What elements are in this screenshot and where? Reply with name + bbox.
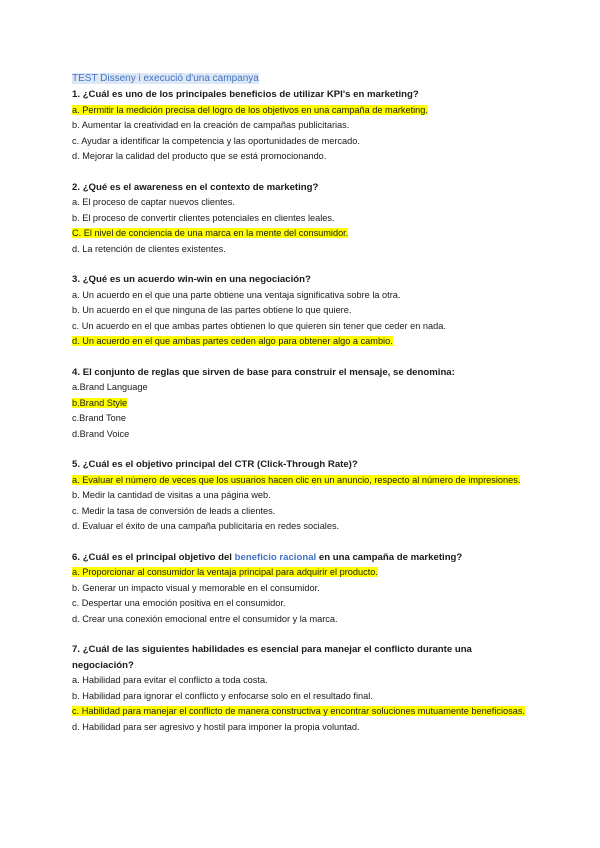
- option-3b: b. Un acuerdo en el que ninguna de las partes obtiene lo que quiere.: [72, 305, 352, 315]
- option-2c: C. El nivel de conciencia de una marca en la mente del consumidor.: [72, 228, 349, 238]
- option-1c: c. Ayudar a identificar la competencia y las oportunidades de mercado.: [72, 135, 360, 146]
- option-7c: c. Habilidad para manejar el conflicto de manera constructiva y encontrar soluciones mutuamente beneficiosas.: [72, 706, 525, 716]
- option-1b: b. Aumentar la creatividad en la creación de campañas publicitarias.: [72, 120, 350, 130]
- option-5a: a. Evaluar el número de veces que los usuarios hacen clic en un anuncio, respecto al número de impresiones.: [72, 474, 521, 485]
- question-1: 1. ¿Cuál es uno de los principales beneficios de utilizar KPI's en marketing?: [72, 89, 419, 100]
- question-block-7: [72, 642, 532, 735]
- question-5: 5. ¿Cuál es el objetivo principal del CTR (Click-Through Rate)?: [72, 459, 358, 470]
- document-page: [72, 72, 532, 750]
- option-2d: d. La retención de clientes existentes.: [72, 243, 226, 254]
- question-block-3: [72, 272, 532, 350]
- question-block-6: [72, 550, 532, 628]
- question-2: 2. ¿Qué es el awareness en el contexto de marketing?: [72, 181, 319, 193]
- question-block-5: [72, 457, 532, 535]
- option-4c: c.Brand Tone: [72, 413, 126, 423]
- option-6d: d. Crear una conexión emocional entre el consumidor y la marca.: [72, 613, 338, 624]
- option-5d: d. Evaluar el éxito de una campaña publicitaria en redes sociales.: [72, 521, 340, 531]
- option-6a: a. Proporcionar al consumidor la ventaja principal para adquirir el producto.: [72, 567, 378, 577]
- document-title: TEST Disseny i execució d'una campanya: [72, 73, 259, 84]
- option-1d: d. Mejorar la calidad del producto que se está promocionando.: [72, 151, 327, 161]
- option-2b: b. El proceso de convertir clientes potenciales en clientes leales.: [72, 212, 335, 223]
- question-6: 6. ¿Cuál es el principal objetivo del beneficio racional en una campaña de marketing?: [72, 551, 463, 563]
- option-1a: a. Permitir la medición precisa del logro de los objetivos en una campaña de marketing.: [72, 104, 428, 115]
- question-block-4: [72, 365, 532, 443]
- highlighted-term: beneficio racional: [234, 551, 317, 563]
- option-6c: c. Despertar una emoción positiva en el consumidor.: [72, 598, 286, 608]
- option-7b: b. Habilidad para ignorar el conflicto y enfocarse solo en el resultado final.: [72, 690, 373, 701]
- option-7d: d. Habilidad para ser agresivo y hostil para imponer la propia voluntad.: [72, 721, 360, 732]
- option-2a: a. El proceso de captar nuevos clientes.: [72, 197, 235, 207]
- question-7: 7. ¿Cuál de las siguientes habilidades es esencial para manejar el conflicto durante una negociación?: [72, 644, 472, 671]
- option-4b: b.Brand Style: [72, 397, 128, 408]
- question-4: 4. El conjunto de reglas que sirven de base para construir el mensaje, se denomina:: [72, 366, 455, 378]
- question-block-1: [72, 87, 532, 165]
- option-3c: c. Un acuerdo en el que ambas partes obtienen lo que quieren sin tener que ceder en nada.: [72, 320, 446, 331]
- option-5c: c. Medir la tasa de conversión de leads a clientes.: [72, 505, 276, 516]
- option-6b: b. Generar un impacto visual y memorable en el consumidor.: [72, 582, 320, 593]
- question-block-2: [72, 180, 532, 258]
- option-4a: a.Brand Language: [72, 382, 148, 392]
- option-7a: a. Habilidad para evitar el conflicto a toda costa.: [72, 675, 268, 685]
- option-4d: d.Brand Voice: [72, 428, 130, 439]
- option-3a: a. Un acuerdo en el que una parte obtiene una ventaja significativa sobre la otra.: [72, 289, 401, 300]
- option-3d: d. Un acuerdo en el que ambas partes ceden algo para obtener algo a cambio.: [72, 336, 393, 346]
- question-3: 3. ¿Qué es un acuerdo win-win en una negociación?: [72, 274, 311, 285]
- option-5b: b. Medir la cantidad de visitas a una página web.: [72, 490, 271, 500]
